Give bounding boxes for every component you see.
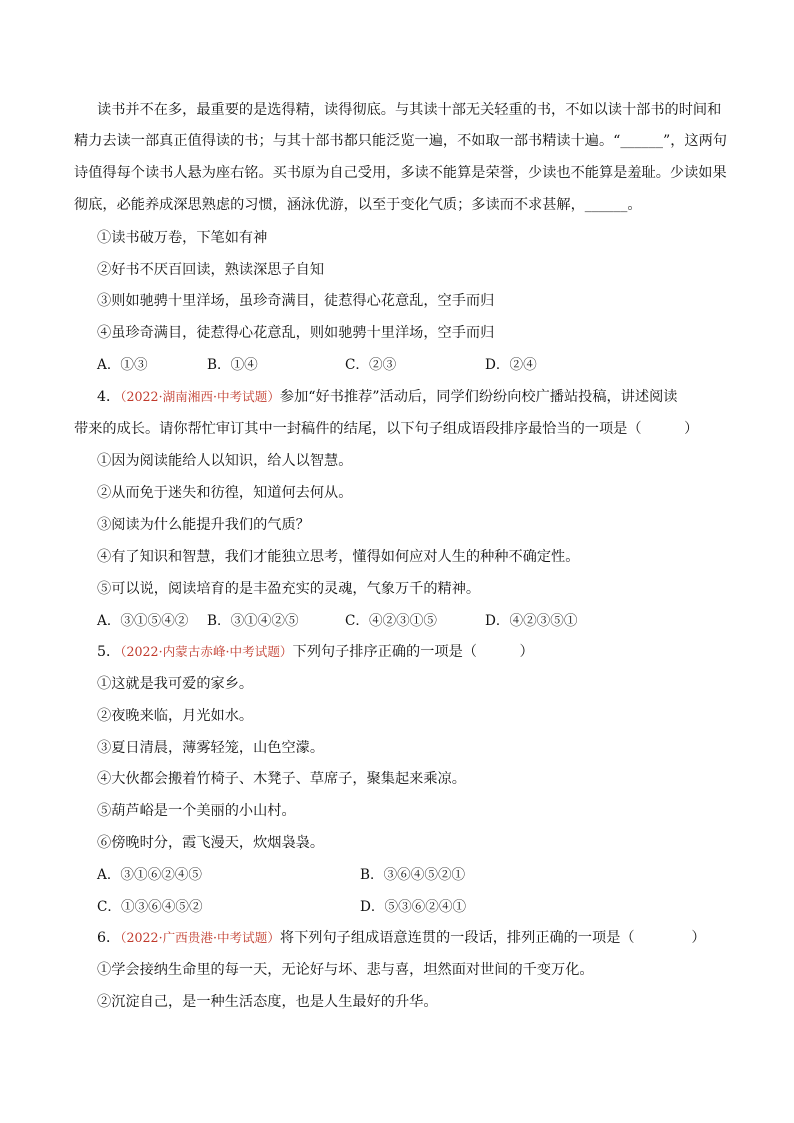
q4-stem-line-2: 带来的成长。请你帮忙审订其中一封稿件的结尾，以下句子组成语段排序最恰当的一项是（ ） bbox=[74, 421, 699, 437]
q3-option-d[interactable]: D．②④ bbox=[485, 357, 537, 373]
q4-number: 4． bbox=[97, 389, 121, 405]
q3-item-4: ④虽珍奇满目，徒惹得心花意乱，则如驰骋十里洋场，空手而归 bbox=[97, 325, 495, 341]
q4-item-5: ⑤可以说，阅读培育的是丰盈充实的灵魂，气象万千的精神。 bbox=[97, 581, 481, 597]
q4-source: （2022·湖南湘西·中考试题） bbox=[120, 389, 280, 404]
q5-source: （2022·内蒙古赤峰·中考试题） bbox=[120, 644, 293, 659]
q5-option-b[interactable]: B．③⑥④⑤②① bbox=[360, 867, 466, 883]
q6-number: 6． bbox=[97, 930, 121, 946]
q3-option-c[interactable]: C．②③ bbox=[345, 357, 397, 373]
q3-item-2: ②好书不厌百回读，熟读深思子自知 bbox=[97, 262, 325, 278]
q5-item-1: ①这就是我可爱的家乡。 bbox=[97, 676, 254, 692]
q4-stem-line-1 bbox=[97, 387, 678, 407]
q6-source: （2022·广西贵港·中考试题） bbox=[120, 930, 280, 945]
q4-item-4: ④有了知识和智慧，我们才能独立思考，懂得如何应对人生的种种不确定性。 bbox=[97, 549, 580, 565]
q3-option-b[interactable]: B．①④ bbox=[207, 357, 258, 373]
q6-item-1: ①学会接纳生命里的每一天，无论好与坏、悲与喜，坦然面对世间的千变万化。 bbox=[97, 962, 594, 978]
q5-number: 5． bbox=[97, 644, 121, 660]
q5-item-5: ⑤葫芦峪是一个美丽的小山村。 bbox=[97, 803, 296, 819]
q6-stem bbox=[97, 928, 706, 948]
q5-option-a[interactable]: A．③①⑥②④⑤ bbox=[97, 867, 202, 883]
q4-option-c[interactable]: C．④②③①⑤ bbox=[345, 613, 437, 629]
q4-item-1: ①因为阅读能给人以知识，给人以智慧。 bbox=[97, 453, 353, 469]
q5-stem bbox=[97, 642, 534, 662]
q6-stem-text: 将下列句子组成语意连贯的一段话，排列正确的一项是（ ） bbox=[279, 930, 706, 946]
q3-option-a[interactable]: A．①③ bbox=[97, 357, 148, 373]
q5-option-d[interactable]: D．⑤③⑥②④① bbox=[360, 899, 467, 915]
q5-item-3: ③夏日清晨，薄雾轻笼，山色空濛。 bbox=[97, 740, 325, 756]
q3-paragraph-line-1: 读书并不在多，最重要的是选得精，读得彻底。与其读十部无关轻重的书，不如以读十部书的时间和 bbox=[97, 102, 722, 118]
q5-item-4: ④大伙都会搬着竹椅子、木凳子、草席子，聚集起来乘凉。 bbox=[97, 771, 466, 787]
q5-option-c[interactable]: C．①③⑥④⑤② bbox=[97, 899, 203, 915]
q3-paragraph-line-4: 彻底，必能养成深思熟虑的习惯，涵泳优游，以至于变化气质；多读而不求甚解，______。 bbox=[74, 197, 642, 213]
q5-item-6: ⑥傍晚时分，霞飞漫天，炊烟袅袅。 bbox=[97, 835, 325, 851]
q3-paragraph-line-3: 诗值得每个读书人悬为座右铭。买书原为自己受用，多读不能算是荣誉，少读也不能算是羞耻。少读如果 bbox=[74, 165, 727, 181]
q4-option-d[interactable]: D．④②③⑤① bbox=[485, 613, 578, 629]
q3-item-1: ①读书破万卷，下笔如有神 bbox=[97, 230, 268, 246]
q4-item-2: ②从而免于迷失和彷徨，知道何去何从。 bbox=[97, 485, 353, 501]
q4-item-3: ③阅读为什么能提升我们的气质？ bbox=[97, 517, 310, 533]
q4-option-b[interactable]: B．③①④②⑤ bbox=[207, 613, 299, 629]
q6-item-2: ②沉淀自己，是一种生活态度，也是人生最好的升华。 bbox=[97, 994, 438, 1010]
q3-item-3: ③则如驰骋十里洋场，虽珍奇满目，徒惹得心花意乱，空手而归 bbox=[97, 293, 495, 309]
q5-item-2: ②夜晚来临，月光如水。 bbox=[97, 708, 254, 724]
q4-stem-text: 参加“好书推荐”活动后，同学们纷纷向校广播站投稿，讲述阅读 bbox=[279, 389, 678, 405]
q5-stem-text: 下列句子排序正确的一项是（ ） bbox=[292, 644, 534, 660]
q3-paragraph-line-2: 精力去读一部真正值得读的书；与其十部书都只能泛览一遍，不如取一部书精读十遍。“______”，这两句 bbox=[74, 133, 727, 149]
q4-option-a[interactable]: A．③①⑤④② bbox=[97, 613, 189, 629]
